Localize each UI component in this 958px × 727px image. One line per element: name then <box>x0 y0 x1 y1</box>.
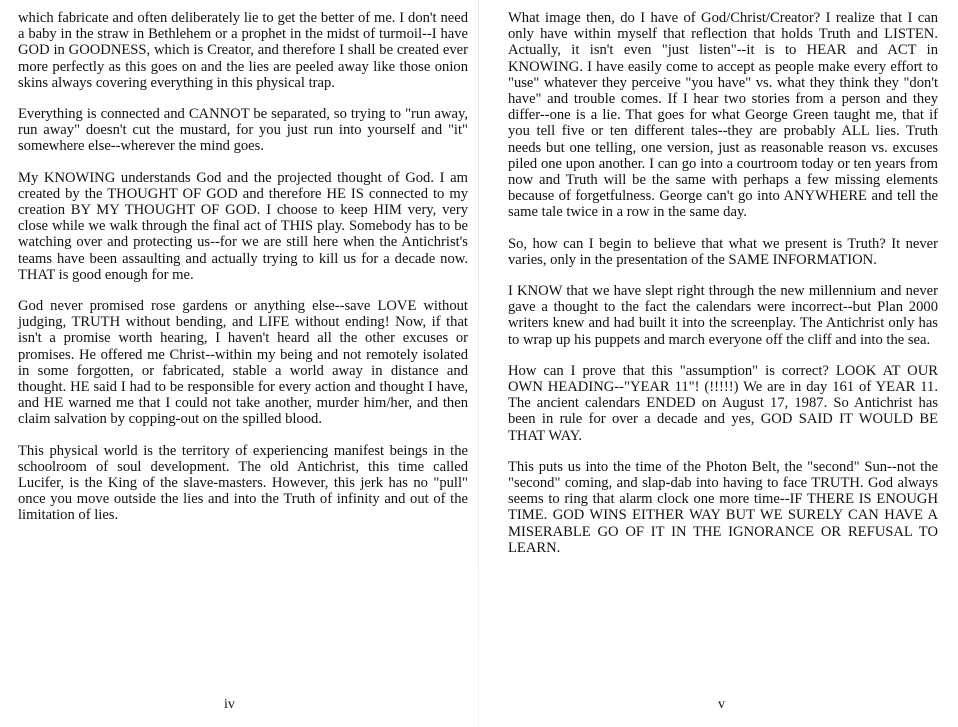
paragraph: God never promised rose gardens or anything else--save LOVE without judging, TRUTH without bending, and LIFE without ending! Now, if that isn't a promise worth hearing, I haven't heard all the other excuses or promises. He offered me Christ--within my being and not remotely isolated in some forgotten, or fabricated, stable a world away in distance and thought. HE said I had to be responsible for every action and thought I have, and HE warned me that I could not take another, murder him/her, and then claim salvation by copping-out on the spilled blood. <box>18 298 468 428</box>
right-page <box>478 0 958 727</box>
paragraph: Everything is connected and CANNOT be separated, so trying to "run away, run away" doesn't cut the mustard, for you just run into yourself and "it" somewhere else--wherever the mind goes. <box>18 106 468 155</box>
paragraph: My KNOWING understands God and the projected thought of God. I am created by the THOUGHT OF GOD and therefore HE IS connected to my creation BY MY THOUGHT OF GOD. I choose to keep HIM very, very close while we walk through the final act of THIS play. Somebody has to be watching over and protecting us--for we are still here when the Antichrist's teams have been assaulting and actually trying to kill us for a decade now. THAT is good enough for me. <box>18 169 468 283</box>
paragraph: So, how can I begin to believe that what we present is Truth? It never varies, only in the presentation of the SAME INFORMATION. <box>508 235 938 268</box>
paragraph: This puts us into the time of the Photon Belt, the "second" Sun--not the "second" coming, and slap-dab into having to face TRUTH. God always seems to ring that alarm clock one more time--IF THERE IS ENOUGH TIME. GOD WINS EITHER WAY BUT WE SURELY CAN HAVE A MISERABLE GO OF IT IN THE IGNORANCE OR REFUSAL TO LEARN. <box>508 458 938 556</box>
paragraph: What image then, do I have of God/Christ/Creator? I realize that I can only have within myself that reflection that holds Truth and LISTEN. Actually, it isn't even "just listen"--it is to HEAR and ACT in KNOWING. I have easily come to accept as people make every effort to "use" whatever they perceive "you have" vs. what they think they "don't have" and trouble comes. If I hear two stories from a person and they differ--one is a lie. That goes for what George Green taught me, that if you tell five or ten different tales--they are probably ALL lies. Truth needs but one telling, one version, just as reasonable reason vs. excuses piled one upon another. I can go into a courtroom today or ten years from now and Truth will be the same with perhaps a few missing elements because of forgetfulness. George can't go into ANYWHERE and tell the same tale twice in a row in the same day. <box>508 10 938 221</box>
left-page <box>0 0 478 727</box>
page-number: iv <box>224 697 235 712</box>
paragraph: I KNOW that we have slept right through the new millennium and never gave a thought to the fact the calendars were incorrect--but Plan 2000 writers knew and had built it into the screenplay. The Antichrist only has to wrap up his puppets and march everyone off the cliff and into the sea. <box>508 283 938 348</box>
paragraph: How can I prove that this "assumption" is correct? LOOK AT OUR OWN HEADING--"YEAR 11"! (!!!!!) We are in day 161 of YEAR 11. The ancient calendars ENDED on August 17, 1987. So Antichrist has been in rule for over a decade and yes, GOD SAID IT WOULD BE THAT WAY. <box>508 362 938 444</box>
paragraph: which fabricate and often deliberately lie to get the better of me. I don't need a baby in the straw in Bethlehem or a prophet in the midst of turmoil--I have GOD in GOODNESS, which is Creator, and therefore I shall be created ever more perfectly as this goes on and the lies are peeled away like those onion skins always covering everything in this physical trap. <box>18 10 468 91</box>
paragraph: This physical world is the territory of experiencing manifest beings in the schoolroom of soul development. The old Antichrist, this time called Lucifer, is the King of the slave-masters. However, this jerk has no "pull" once you move outside the lies and into the Truth of infinity and out of the limitation of lies. <box>18 442 468 524</box>
page-number: v <box>718 697 725 712</box>
